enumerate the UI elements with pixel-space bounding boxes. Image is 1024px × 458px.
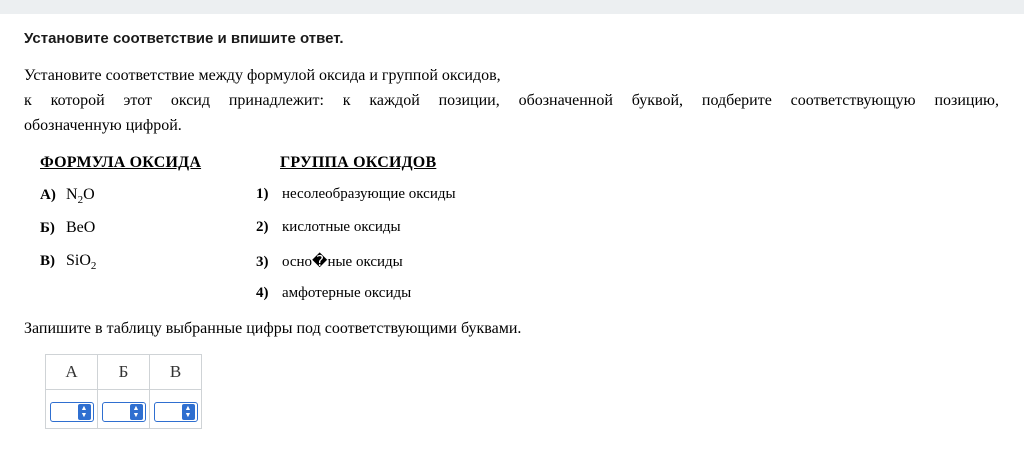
task-intro	[24, 63, 1000, 138]
intro-line-2: к которой этот оксид принадлежит: к каждой позиции, обозначенной буквой, подберите соответствующую позицию,	[24, 92, 999, 109]
right-column-header: ГРУППА ОКСИДОВ	[280, 154, 437, 171]
chevron-down-icon[interactable]: ▼	[132, 410, 140, 419]
option-number-4: 4)	[256, 285, 269, 301]
chevron-down-icon[interactable]: ▼	[80, 410, 88, 419]
list-item	[256, 252, 676, 285]
formula-a-main: N	[66, 186, 78, 203]
answer-header-v: В	[150, 355, 202, 390]
chevron-up-icon[interactable]: ▲	[80, 403, 88, 412]
intro-line-1: Установите соответствие между формулой оксида и группой оксидов,	[24, 67, 501, 84]
answer-header-b: Б	[98, 355, 150, 390]
list-item	[40, 219, 260, 252]
item-marker-a: А)	[40, 187, 56, 203]
column-headers	[24, 154, 1000, 176]
list-item	[40, 186, 260, 219]
list-item	[256, 285, 676, 318]
formula-column	[40, 186, 260, 285]
matching-columns	[24, 186, 1000, 316]
option-text-3: осно�ные оксиды	[282, 254, 403, 270]
chevron-up-icon[interactable]: ▲	[184, 403, 192, 412]
intro-line-3: обозначенную цифрой.	[24, 117, 182, 134]
formula-b-main: BeO	[66, 219, 96, 236]
group-column	[256, 186, 676, 318]
answer-stepper-v[interactable]	[154, 402, 198, 422]
option-number-3: 3)	[256, 254, 269, 270]
option-text-4: амфотерные оксиды	[282, 285, 412, 301]
chevron-updown-icon[interactable]	[78, 404, 91, 420]
top-bar	[0, 0, 1024, 14]
table-header-row	[46, 355, 202, 390]
page-title: Установите соответствие и впишите ответ.	[24, 30, 344, 47]
answer-stepper-b[interactable]	[102, 402, 146, 422]
chevron-updown-icon[interactable]	[182, 404, 195, 420]
option-number-2: 2)	[256, 219, 269, 235]
formula-a-sub: 2	[77, 194, 84, 207]
answer-header-a: А	[46, 355, 98, 390]
formula-a	[66, 186, 95, 206]
answer-stepper-a[interactable]	[50, 402, 94, 422]
formula-b	[66, 219, 95, 239]
left-column-header: ФОРМУЛА ОКСИДА	[40, 154, 202, 171]
answer-cell-b	[98, 390, 150, 429]
formula-v-main: SiO	[66, 252, 91, 269]
item-marker-v: В)	[40, 253, 55, 269]
item-marker-b: Б)	[40, 220, 55, 236]
chevron-up-icon[interactable]: ▲	[132, 403, 140, 412]
table-row	[46, 390, 202, 429]
formula-a-tail: O	[83, 186, 95, 203]
answer-table	[45, 354, 202, 429]
option-number-1: 1)	[256, 186, 269, 202]
chevron-updown-icon[interactable]	[130, 404, 143, 420]
formula-v	[66, 252, 96, 272]
list-item	[256, 186, 676, 219]
answer-instruction: Запишите в таблицу выбранные цифры под соответствующими буквами.	[24, 320, 522, 337]
answer-cell-a	[46, 390, 98, 429]
chevron-down-icon[interactable]: ▼	[184, 410, 192, 419]
option-text-2: кислотные оксиды	[282, 219, 401, 235]
task-page	[0, 30, 1024, 429]
formula-v-sub: 2	[90, 260, 97, 273]
list-item	[256, 219, 676, 252]
answer-cell-v	[150, 390, 202, 429]
list-item	[40, 252, 260, 285]
option-text-1: несолеобразующие оксиды	[282, 186, 456, 202]
